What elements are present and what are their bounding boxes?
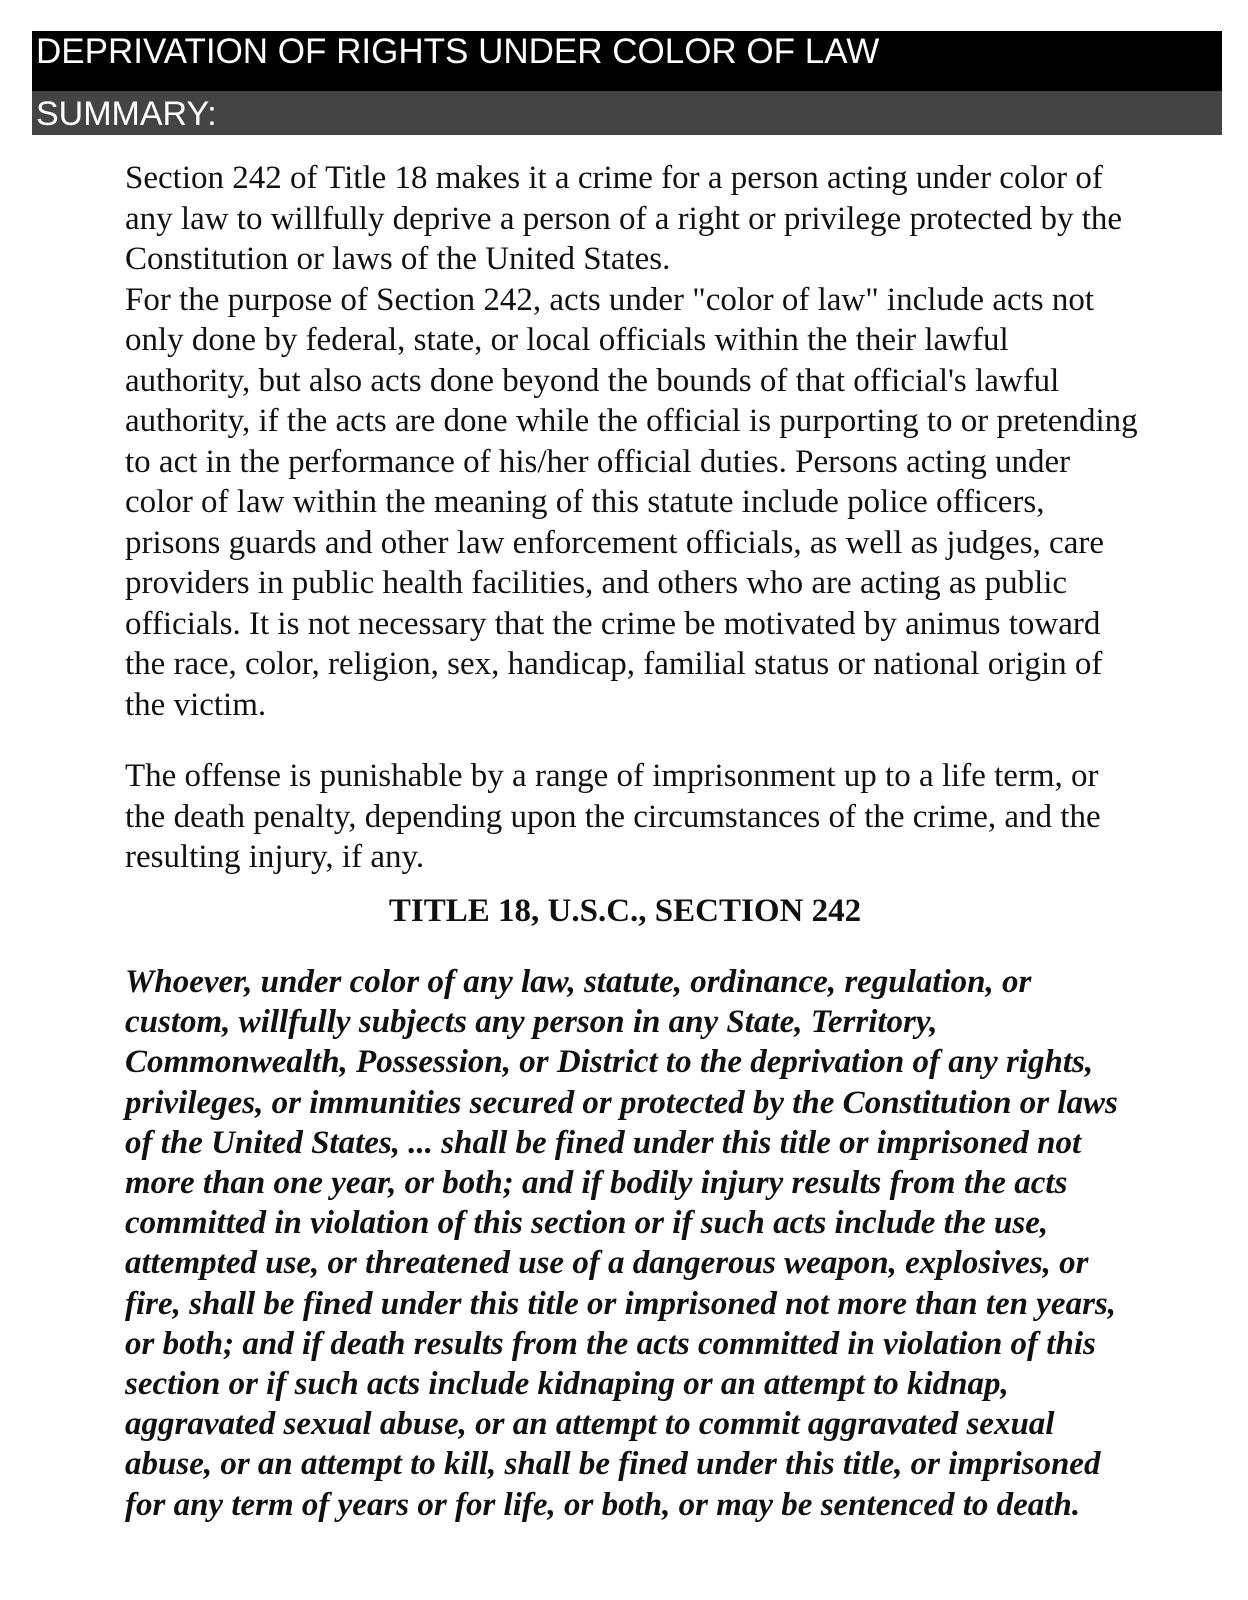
statute-line: Whoever, under color of any law, statute, ordinance, regulation, or [125, 964, 1032, 1000]
summary-line: providers in public health facilities, and others who are acting as public [125, 565, 1068, 601]
summary-line: authority, but also acts done beyond the bounds of that official's lawful [125, 362, 1060, 399]
summary-line: to act in the performance of his/her official duties. Persons acting under [125, 443, 1071, 480]
statute-line: committed in violation of this section or if such acts include the use, [125, 1205, 1049, 1242]
summary-paragraph [125, 158, 1215, 725]
summary-line: Constitution or laws of the United States. [125, 241, 671, 277]
summary-label-bar [32, 91, 1222, 135]
penalty-line: resulting injury, if any. [125, 839, 425, 875]
penalty-line: the death penalty, depending upon the circumstances of the crime, and the [125, 798, 1101, 835]
summary-line: Section 242 of Title 18 makes it a crime for a person acting under color of [125, 160, 1103, 196]
document-title-bar [32, 31, 1222, 91]
penalty-line: The offense is punishable by a range of imprisonment up to a life term, or [125, 758, 1099, 794]
statute-line: aggravated sexual abuse, or an attempt to commit aggravated sexual [125, 1406, 1055, 1443]
statute-line: of the United States, ... shall be fined under this title or imprisoned not [125, 1124, 1082, 1161]
summary-line: the race, color, religion, sex, handicap, familial status or national origin of [125, 646, 1103, 682]
statute-line: fire, shall be fined under this title or imprisoned not more than ten years, [125, 1285, 1117, 1322]
penalty-paragraph [125, 756, 1215, 878]
document-title: DEPRIVATION OF RIGHTS UNDER COLOR OF LAW [36, 32, 880, 71]
statute-text [125, 962, 1215, 1525]
summary-line: prisons guards and other law enforcement officials, as well as judges, care [125, 524, 1104, 561]
summary-line: authority, if the acts are done while the official is purporting to or pretending [125, 403, 1138, 439]
summary-line: color of law within the meaning of this statute include police officers, [125, 484, 1045, 520]
summary-line: any law to willfully deprive a person of a right or privilege protected by the [125, 200, 1123, 237]
summary-line: For the purpose of Section 242, acts under "color of law" include acts not [125, 281, 1095, 318]
statute-line: section or if such acts include kidnaping or an attempt to kidnap, [125, 1366, 1009, 1403]
statute-line: Commonwealth, Possession, or District to the deprivation of any rights, [125, 1044, 1094, 1081]
summary-line: the victim. [125, 686, 267, 723]
statute-line: privileges, or immunities secured or protected by the Constitution or laws [125, 1084, 1118, 1121]
statute-line: attempted use, or threatened use of a dangerous weapon, explosives, or [125, 1245, 1089, 1282]
summary-line: only done by federal, state, or local officials within the their lawful [125, 322, 1009, 358]
summary-label: SUMMARY: [36, 95, 217, 133]
statute-line: abuse, or an attempt to kill, shall be fined under this title, or imprisoned [125, 1446, 1101, 1483]
statute-line: or both; and if death results from the acts committed in violation of this [125, 1325, 1096, 1362]
statute-line: more than one year, or both; and if bodily injury results from the acts [125, 1165, 1068, 1202]
statute-heading: TITLE 18, U.S.C., SECTION 242 [388, 893, 862, 929]
statute-line: custom, willfully subjects any person in any State, Territory, [125, 1004, 938, 1041]
statute-line: for any term of years or for life, or both, or may be sentenced to death. [125, 1486, 1081, 1523]
summary-line: officials. It is not necessary that the crime be motivated by animus toward [125, 605, 1101, 642]
